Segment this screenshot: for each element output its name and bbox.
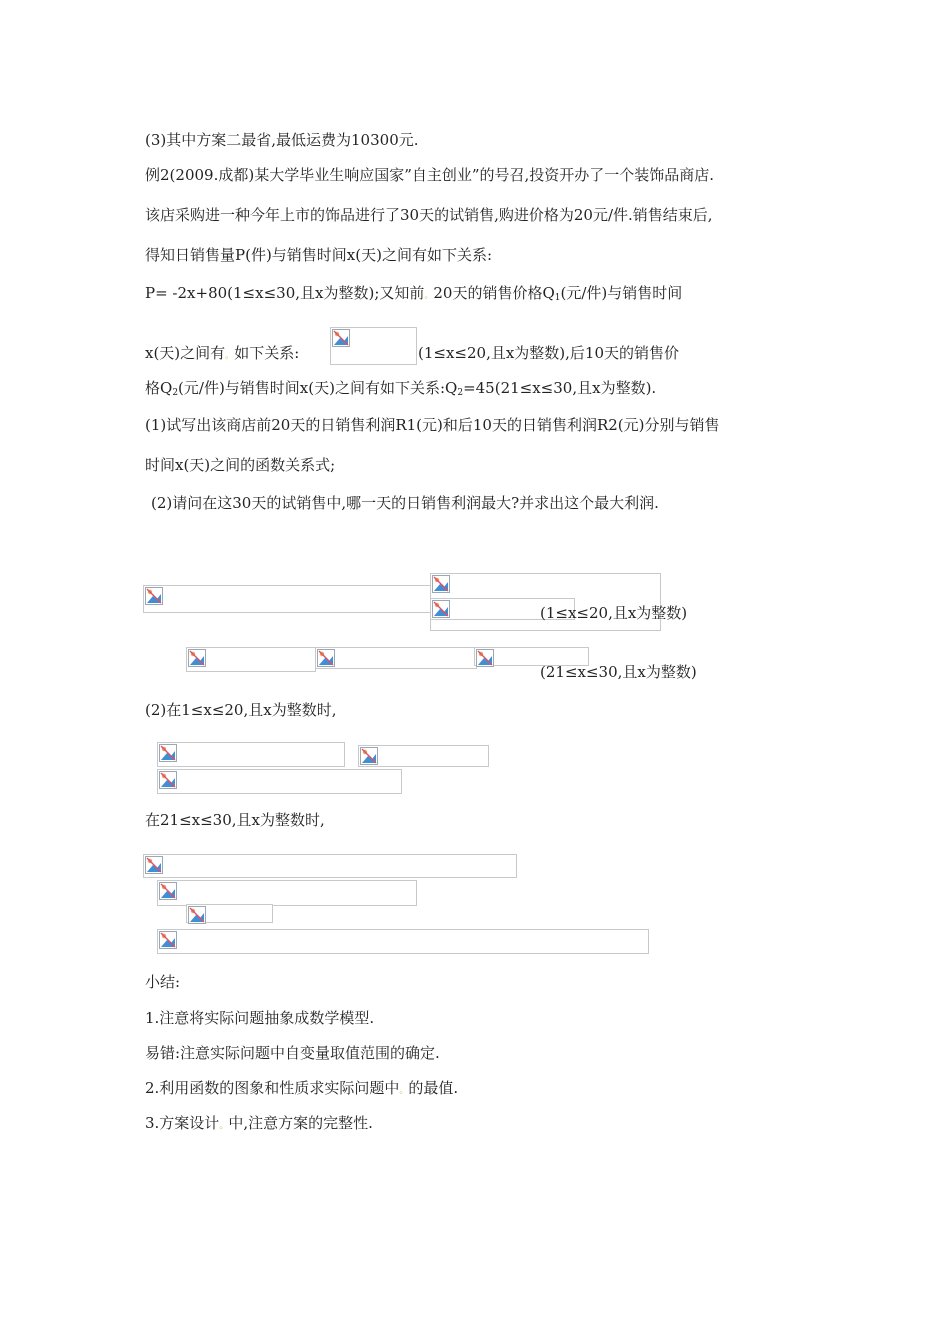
broken-image-icon [332, 329, 350, 347]
text-line-1: (3)其中方案二最省,最低运费为10300元. [145, 131, 419, 149]
text-segment: (元/件)与销售时间x(天)之间有如下关系:Q [178, 379, 458, 397]
broken-image-icon [159, 771, 177, 789]
text-line-7 [145, 378, 656, 403]
text-line-5 [145, 283, 682, 308]
broken-image-icon [317, 649, 335, 667]
text-segment: 的最值. [408, 1079, 459, 1097]
broken-image-icon [188, 906, 206, 924]
formula-image-t3 [186, 904, 273, 923]
condition-2: (21≤x≤30,且x为整数) [540, 663, 697, 681]
text-segment: 如下关系: [234, 344, 300, 362]
text-line-8: (1)试写出该商店前20天的日销售利润R1(元)和后10天的日销售利润R2(元)分别与销售 [145, 416, 720, 434]
text-segment: 中,注意方案的完整性. [228, 1114, 373, 1132]
text-line-12: 在21≤x≤30,且x为整数时, [145, 811, 325, 829]
subscript: 1 [554, 293, 561, 303]
broken-image-icon [145, 587, 163, 605]
text-segment: 2.利用函数的图象和性质求实际问题中 [145, 1079, 400, 1097]
broken-image-icon [360, 747, 378, 765]
broken-image-icon [159, 931, 177, 949]
editor-dot-mark: 。 [424, 291, 434, 301]
text-line-9: 时间x(天)之间的函数关系式; [145, 456, 336, 474]
broken-image-icon [476, 649, 494, 667]
text-line-2: 例2(2009.成都)某大学毕业生响应国家”自主创业”的号召,投资开办了一个装饰品商店. [145, 166, 715, 184]
broken-image-icon [159, 744, 177, 762]
text-line-4: 得知日销售量P(件)与销售时间x(天)之间有如下关系: [145, 246, 493, 264]
text-line-6 [145, 343, 299, 366]
text-segment: 20天的销售价格Q [433, 284, 555, 302]
condition-1: (1≤x≤20,且x为整数) [540, 604, 688, 622]
text-line-6-tail: (1≤x≤20,且x为整数),后10天的销售价 [418, 344, 680, 362]
broken-image-icon [432, 600, 450, 618]
subscript: 2 [172, 388, 179, 398]
text-segment: x(天)之间有 [145, 344, 226, 362]
summary-item-3 [145, 1113, 373, 1136]
formula-image-r2-b [315, 647, 477, 669]
formula-image-t1 [143, 854, 517, 878]
text-segment: 格Q [145, 379, 173, 397]
formula-image-t2 [157, 880, 417, 906]
formula-image-s2 [358, 745, 489, 767]
text-segment: (元/件)与销售时间 [560, 284, 683, 302]
text-line-10: (2)请问在这30天的试销售中,哪一天的日销售利润最大?并求出这个最大利润. [151, 494, 659, 512]
broken-image-icon [159, 882, 177, 900]
text-line-11: (2)在1≤x≤20,且x为整数时, [145, 701, 337, 719]
broken-image-icon [188, 649, 206, 667]
formula-image-r2-a [186, 647, 316, 672]
editor-dot-mark: 。 [225, 351, 235, 361]
subscript: 2 [457, 388, 464, 398]
formula-image-s1 [157, 742, 345, 767]
editor-dot-mark: 。 [219, 1121, 229, 1131]
text-segment: P= -2x+80(1≤x≤30,且x为整数);又知前 [145, 284, 425, 302]
text-line-3: 该店采购进一种今年上市的饰品进行了30天的试销售,购进价格为20元/件.销售结束后, [145, 206, 713, 224]
broken-image-icon [432, 575, 450, 593]
formula-image-s3 [157, 769, 402, 794]
summary-item-1: 1.注意将实际问题抽象成数学模型. [145, 1009, 375, 1027]
formula-image-t4 [157, 929, 649, 954]
broken-image-icon [145, 856, 163, 874]
summary-pitfall: 易错:注意实际问题中自变量取值范围的确定. [145, 1044, 440, 1062]
formula-image-r1-lhs [143, 585, 433, 613]
summary-item-2 [145, 1078, 458, 1101]
formula-image-q1 [330, 327, 417, 365]
text-segment: 3.方案设计 [145, 1114, 220, 1132]
editor-dot-mark: 。 [399, 1086, 409, 1096]
summary-heading: 小结: [145, 973, 181, 991]
text-segment: =45(21≤x≤30,且x为整数). [463, 379, 657, 397]
